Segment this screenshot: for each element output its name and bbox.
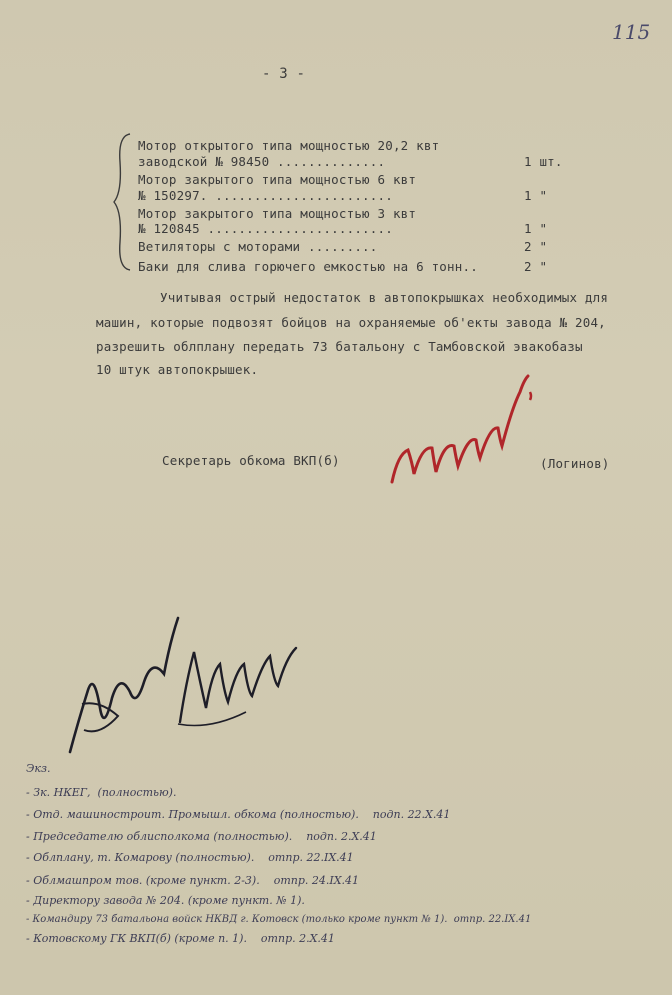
red-signature [378,362,558,492]
paragraph-line-4: 10 штук автопокрышек. [96,362,259,377]
distribution-line-2: - Отд. машиностроит. Промышл. обкома (полностью). подп. 22.X.41 [26,808,451,821]
paragraph-line-3: разрешить облплану передать 73 батальону с Тамбовской эвакобазы [96,339,583,354]
distribution-line-7: - Командиру 73 батальона войск НКВД г. Котовск (только кроме пункт № 1). отпр. 22.IX.41 [26,914,532,925]
distribution-line-3: - Председателю облисполкома (полностью). подп. 2.X.41 [26,830,377,843]
distribution-line-8: - Котовскому ГК ВКП(б) (кроме п. 1). отпр. 2.X.41 [26,932,335,945]
list-item-1-qty: 1 шт. [524,154,563,169]
list-item-4-qty: 2 " [524,239,548,254]
paragraph-line-2: машин, которые подвозят бойцов на охраняемые об'екты завода № 204, [96,315,606,330]
secretary-name: (Логинов) [540,456,610,471]
list-item-4-line1: Ветиляторы с моторами ......... [138,239,378,254]
secretary-label: Секретарь обкома ВКП(б) [162,453,340,468]
distribution-line-5: - Облмашпром тов. (кроме пункт. 2-3). отпр. 24.IX.41 [26,874,360,887]
list-item-5-line1: Баки для слива горючего емкостью на 6 тонн.. [138,259,478,274]
list-item-1-line1: Мотор открытого типа мощностью 20,2 квт [138,138,440,153]
list-item-3-line1: Мотор закрытого типа мощностью 3 квт [138,206,417,221]
list-item-1-line2: заводской № 98450 .............. [138,154,386,169]
distribution-line-4: - Облплану, т. Комарову (полностью). отпр. 22.IX.41 [26,851,354,864]
list-item-2-line2: № 150297. ....................... [138,188,393,203]
list-item-3-line2: № 120845 ........................ [138,221,393,236]
distribution-line-0: Экз. [26,762,51,775]
distribution-line-6: - Директору завода № 204. (кроме пункт. № 1). [26,894,305,907]
distribution-line-1: - Зк. НКЕГ, (полностью). [26,786,177,799]
list-brace [112,132,132,272]
black-signatures [60,612,310,762]
page-number: 115 [612,20,651,44]
list-item-3-qty: 1 " [524,221,548,236]
watermark [402,705,672,995]
list-item-5-qty: 2 " [524,259,548,274]
paragraph-line-1: Учитывая острый недостаток в автопокрышках необходимых для [160,290,609,305]
page-title: - 3 - [262,66,306,82]
list-item-2-line1: Мотор закрытого типа мощностью 6 квт [138,172,417,187]
list-item-2-qty: 1 " [524,188,548,203]
